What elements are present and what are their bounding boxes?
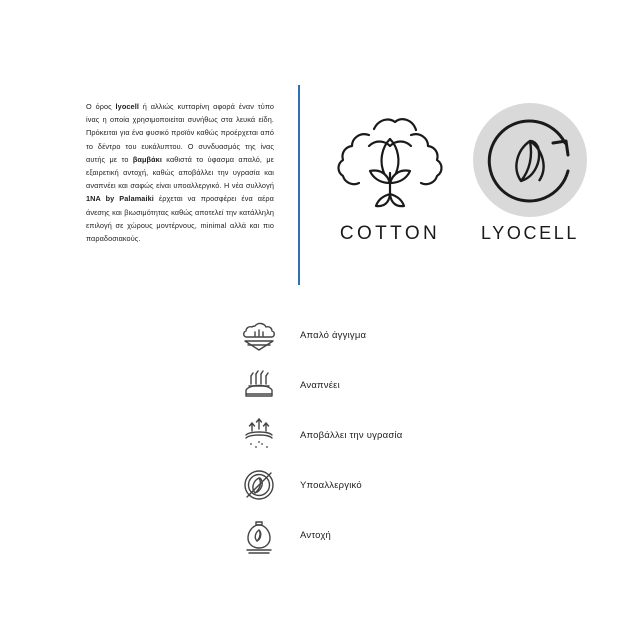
intro-paragraph: Ο όρος lyocell ή αλλιώς κυτταρίνη αφορά έναν τύπο ίνας η οποία χρησιμοποιείται συνήθως στα λευκά είδη. Πρόκειται για ένα φυσικό προϊόν καθώς προέρχεται από το δέντρο του ευκάλυπτου. Ο συνδυασμός της ίνας αυτής με το βαμβάκι καθιστά το ύφασμα απαλό, με εξαιρετική αντοχή, καθώς αποβάλλει την υγρασία και αναπνέει και σαφώς είναι υποαλλεργικό. Η νέα συλλογή 1NA by Palamaiki έρχεται να προσφέρει ένα αέρα άνεσης και βιωσιμότητας καθώς αποτελεί την κατάλληλη επιλογή σε χώρους μοντέρνους, minimal αλλά και πιο παραδοσιακούς. <box>86 102 275 244</box>
list-item <box>0 360 637 410</box>
list-item <box>0 410 637 460</box>
list-item <box>0 310 637 360</box>
logo-cotton-label: COTTON <box>339 223 441 244</box>
durability-icon <box>238 514 280 556</box>
logo-lyocell-label: LYOCELL <box>481 223 579 243</box>
logo-group <box>325 95 595 285</box>
moisture-wick-icon <box>238 414 280 456</box>
logo-lyocell <box>465 95 595 275</box>
feature-label: Αντοχή <box>300 529 332 541</box>
hypoallergenic-icon <box>238 464 280 506</box>
logo-cotton <box>325 95 455 275</box>
soft-touch-icon <box>238 314 280 356</box>
feature-label: Αναπνέει <box>300 379 340 391</box>
vertical-divider <box>298 85 300 285</box>
list-item <box>0 510 637 560</box>
feature-list <box>0 310 637 560</box>
feature-label: Απαλό άγγιγμα <box>300 329 367 341</box>
breathable-icon <box>238 364 280 406</box>
feature-label: Αποβάλλει την υγρασία <box>300 429 403 441</box>
feature-label: Υποαλλεργικό <box>300 479 362 491</box>
cotton-boll-icon <box>325 95 455 225</box>
intro-section <box>0 40 637 270</box>
recycle-leaf-icon <box>465 95 595 225</box>
list-item <box>0 460 637 510</box>
